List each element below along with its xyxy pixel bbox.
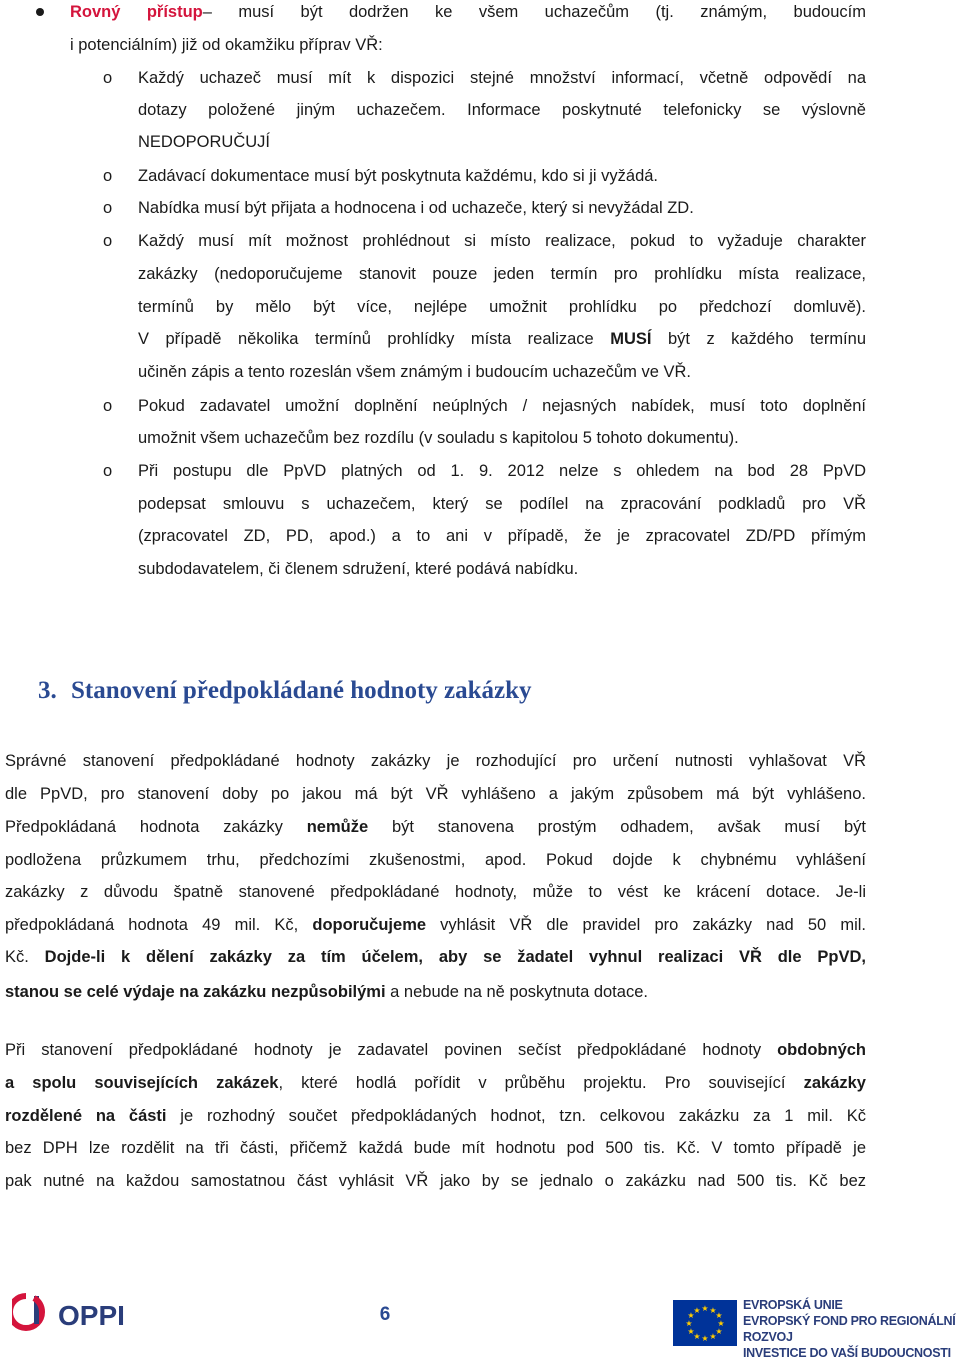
paragraph-line — [5, 1104, 866, 1128]
svg-text:★: ★ — [709, 1332, 717, 1341]
paragraph-line — [5, 1071, 866, 1095]
list-item-line: dotazy položené jiným uchazečem. Informace poskytnuté telefonicky se výslovně — [138, 101, 866, 119]
list-item-line: termínů by mělo být více, nejlépe umožnit prohlídku po předchozí domluvě). — [138, 298, 866, 316]
svg-text:★: ★ — [717, 1319, 725, 1328]
eu-line-3: INVESTICE DO VAŠÍ BUDOUCNOSTI — [743, 1346, 951, 1360]
list-marker: o — [103, 232, 113, 250]
paragraph-line — [5, 1038, 866, 1062]
svg-text:★: ★ — [687, 1311, 695, 1320]
paragraph-line: zakázky z důvodu špatně stanovené předpokládané hodnoty, může to vést ke krácení dotace. Je-li — [5, 883, 866, 901]
svg-text:★: ★ — [693, 1332, 701, 1341]
bold-text: Dojde-li k dělení zakázky za tím účelem, aby se žadatel vyhnul realizaci VŘ dle PpVD, — [44, 948, 866, 966]
bold-text: a spolu souvisejících zakázek — [5, 1074, 279, 1092]
list-item-line-part: V případě několika termínů prohlídky místa realizace — [138, 330, 611, 348]
top-bullet-line-1-rest: – musí být dodržen ke všem uchazečům (tj. známým, budoucím — [202, 3, 866, 21]
text-part: předpokládaná hodnota 49 mil. Kč, — [5, 916, 313, 934]
paragraph-line: podložena průzkumem trhu, předchozími zkušenostmi, apod. Pokud dojde k chybnému vyhlášení — [5, 851, 866, 869]
section-title: Stanovení předpokládané hodnoty zakázky — [71, 677, 532, 704]
svg-text:★: ★ — [687, 1327, 695, 1336]
text-part: a nebude na ně poskytnuta dotace. — [385, 983, 648, 1001]
svg-text:★: ★ — [715, 1327, 723, 1336]
text-part: Kč. — [5, 948, 45, 966]
list-item-line: učiněn zápis a tento rozeslán všem známým i budoucím uchazečům ve VŘ. — [138, 363, 692, 381]
svg-text:★: ★ — [701, 1304, 709, 1313]
svg-text:★: ★ — [685, 1319, 693, 1328]
list-item-line: subdodavatelem, či členem sdružení, které podává nabídku. — [138, 560, 579, 578]
paragraph-line: Správné stanovení předpokládané hodnoty zakázky je rozhodující pro určení nutnosti vyhlašovat VŘ — [5, 752, 866, 770]
oppi-logo-icon — [12, 1290, 152, 1336]
paragraph-line — [5, 980, 866, 1004]
list-item-line — [138, 327, 866, 351]
svg-text:★: ★ — [701, 1334, 709, 1343]
text-part: , které hodlá pořídit v průběhu projektu. Pro související — [278, 1074, 804, 1092]
list-item-line-part: být z každého termínu — [651, 330, 866, 348]
paragraph-line — [5, 913, 866, 937]
list-item-line: zakázky (nedoporučujeme stanovit pouze jeden termín pro prohlídku místa realizace, — [138, 265, 866, 283]
eu-line-2: EVROPSKÝ FOND PRO REGIONÁLNÍ ROZVOJ — [743, 1314, 956, 1344]
eu-fund-text — [743, 1297, 960, 1361]
paragraph-line: bez DPH lze rozdělit na tři části, přičemž každá bude mít hodnotu pod 500 tis. Kč. V tomto případě je — [5, 1139, 866, 1157]
list-marker: o — [103, 167, 113, 185]
list-item-line: (zpracovatel ZD, PD, apod.) a to ani v případě, že je zpracovatel ZD/PD přímým — [138, 527, 866, 545]
list-marker: o — [103, 397, 113, 415]
bold-text: zakázky — [803, 1074, 866, 1092]
bold-text: obdobných — [777, 1041, 866, 1059]
bold-text: stanou se celé výdaje na zakázku nezpůsobilými — [5, 983, 386, 1001]
text-part: vyhlásit VŘ dle pravidel pro zakázky nad 50 mil. — [426, 916, 867, 934]
list-item-line: Nabídka musí být přijata a hodnocena i od uchazeče, který si nevyžádal ZD. — [138, 199, 694, 217]
list-item-line: NEDOPORUČUJÍ — [138, 133, 271, 151]
text-part: Předpokládaná hodnota zakázky — [5, 818, 307, 836]
section-number: 3. — [38, 677, 57, 704]
list-item-line: umožnit všem uchazečům bez rozdílu (v souladu s kapitolou 5 tohoto dokumentu). — [138, 429, 739, 447]
equal-access-label: Rovný přístup — [70, 3, 203, 21]
svg-text:★: ★ — [715, 1311, 723, 1320]
oppi-logo-text: OPPI — [58, 1300, 125, 1331]
text-part: být stanovena prostým odhadem, avšak musí být — [368, 818, 866, 836]
must-emphasis: MUSÍ — [610, 330, 652, 348]
list-marker: o — [103, 69, 113, 87]
top-bullet-line-1 — [70, 0, 866, 24]
text-part: Při stanovení předpokládané hodnoty je zadavatel povinen sečíst předpokládané hodnoty — [5, 1041, 778, 1059]
list-marker: o — [103, 462, 113, 480]
bullet-dot-icon — [36, 8, 44, 16]
list-item-line: Pokud zadavatel umožní doplnění neúplných / nejasných nabídek, musí toto doplnění — [138, 397, 866, 415]
eu-line-1: EVROPSKÁ UNIE — [743, 1298, 843, 1312]
text-part: je rozhodný součet předpokládaných hodnot, tzn. celkovou zakázku za 1 mil. Kč — [166, 1107, 866, 1125]
bold-text: nemůže — [306, 818, 369, 836]
bold-text: doporučujeme — [312, 916, 427, 934]
paragraph-line: pak nutné na každou samostatnou část vyhlásit VŘ jako by se jednalo o zakázku nad 500 tis. Kč bez — [5, 1172, 866, 1190]
svg-text:★: ★ — [693, 1306, 701, 1315]
eu-flag-icon — [673, 1300, 737, 1346]
page-number: 6 — [379, 1304, 391, 1325]
list-item-line: Při postupu dle PpVD platných od 1. 9. 2012 nelze s ohledem na bod 28 PpVD — [138, 462, 866, 480]
paragraph-line — [5, 945, 866, 969]
paragraph-line: dle PpVD, pro stanovení doby po jakou má být VŘ vyhlášeno a jakým způsobem má být vyhlášeno. — [5, 785, 866, 803]
list-item-line: Každý musí mít možnost prohlédnout si místo realizace, pokud to vyžaduje charakter — [138, 232, 866, 250]
svg-text:★: ★ — [709, 1306, 717, 1315]
list-item-line: podepsat smlouvu s uchazečem, který se podílel na zpracování podkladů pro VŘ — [138, 495, 866, 513]
oppi-logo — [12, 1290, 152, 1336]
list-item-line: Každý uchazeč musí mít k dispozici stejné množství informací, včetně odpovědí na — [138, 69, 866, 87]
bold-text: rozdělené na části — [5, 1107, 167, 1125]
list-item-line: Zadávací dokumentace musí být poskytnuta každému, kdo si ji vyžádá. — [138, 167, 659, 185]
list-marker: o — [103, 199, 113, 217]
paragraph-line — [5, 815, 866, 839]
section-heading — [38, 677, 532, 705]
top-bullet-line-2: i potenciálním) již od okamžiku příprav VŘ: — [70, 36, 383, 54]
